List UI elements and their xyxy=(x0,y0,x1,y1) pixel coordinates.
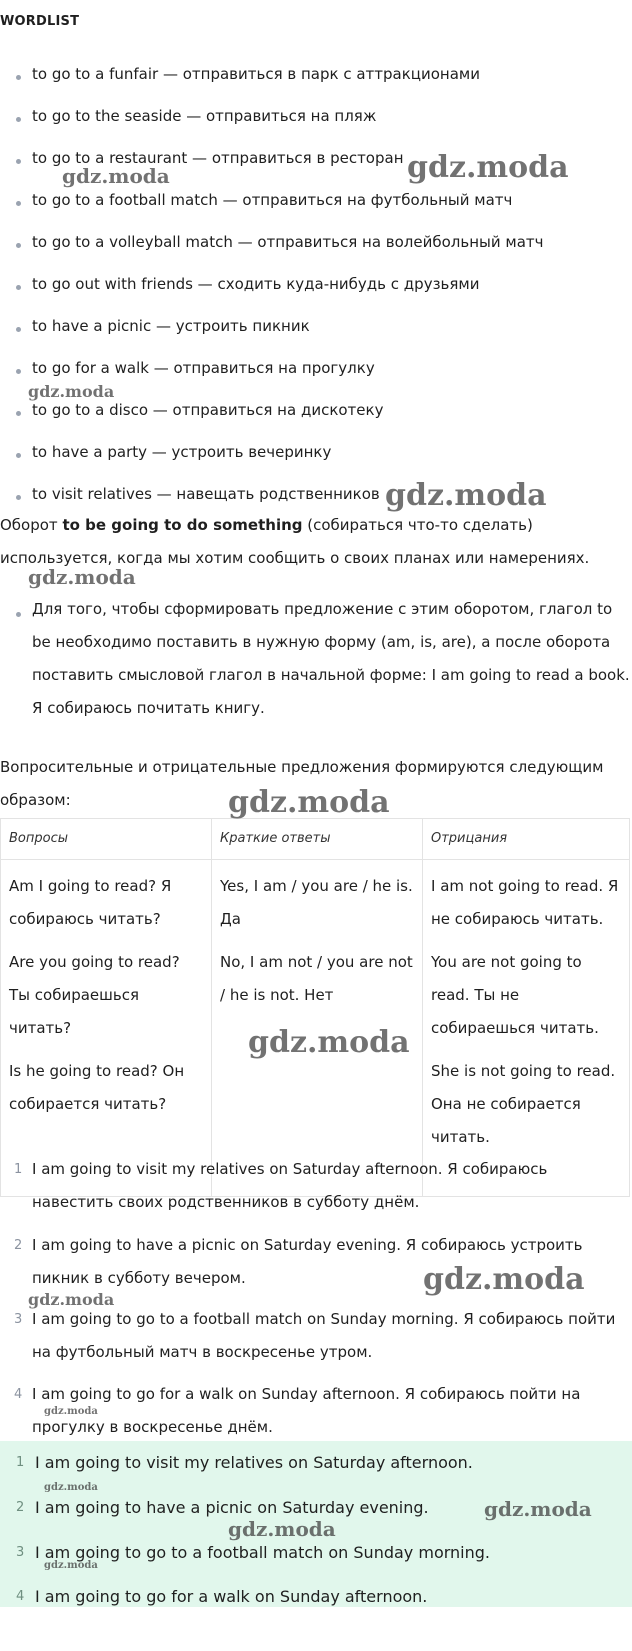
wordlist-title: WORDLIST xyxy=(0,14,80,29)
table-header-negations: Отрицания xyxy=(423,819,630,860)
wordlist-item: to go out with friends — сходить куда-нибудь с друзьями xyxy=(32,275,480,293)
question-text: Am I going to read? Я собираюсь читать? xyxy=(9,877,172,928)
negation-text: You are not going to read. Ты не собираешься читать. xyxy=(431,953,599,1037)
bullet xyxy=(16,285,21,290)
answer-text: Yes, I am / you are / he is. Да xyxy=(220,877,413,928)
answer-text: I am going to go to a football match on Sunday morning. xyxy=(35,1543,490,1562)
wordlist-item: to go to the seaside — отправиться на пляж xyxy=(32,107,377,125)
watermark: gdz.moda xyxy=(228,1517,336,1541)
bullet xyxy=(16,453,21,458)
bullet xyxy=(16,75,21,80)
translation-text: I am going to visit my relatives on Saturday afternoon. Я собираюсь навестить своих родственников в субботу днём. xyxy=(32,1160,548,1211)
bullet xyxy=(16,201,21,206)
item-number: 1 xyxy=(14,1162,23,1177)
table-cell-questions xyxy=(1,860,212,1197)
answer-text: No, I am not / you are not / he is not. Нет xyxy=(220,953,413,1004)
intro-prefix: Оборот xyxy=(0,516,63,534)
answer-number: 2 xyxy=(16,1500,25,1515)
wordlist-item: to have a party — устроить вечеринку xyxy=(32,443,332,461)
wordlist-item: to go to a disco — отправиться на дискотеку xyxy=(32,401,384,419)
answer-number: 3 xyxy=(16,1545,25,1560)
bullet xyxy=(16,369,21,374)
table-header-row xyxy=(1,819,630,860)
watermark: gdz.moda xyxy=(423,1262,585,1297)
watermark: gdz.moda xyxy=(28,382,115,401)
watermark: gdz.moda xyxy=(228,785,390,820)
table-cell-negations xyxy=(423,860,630,1197)
watermark: gdz.moda xyxy=(62,164,170,188)
bullet xyxy=(16,159,21,164)
answer-text: I am going to go for a walk on Sunday afternoon. xyxy=(35,1587,428,1606)
wordlist-item: to have a picnic — устроить пикник xyxy=(32,317,310,335)
bullet xyxy=(16,495,21,500)
watermark: gdz.moda xyxy=(44,1560,98,1571)
grammar-rule: Для того, чтобы сформировать предложение с этим оборотом, глагол to be необходимо поставить в нужную форму (am, is, are), а после оборота поставить смысловой глагол в начальной форме: I am going to read a book. Я собираюсь почитать книгу. xyxy=(32,600,630,717)
grammar-table xyxy=(0,818,630,1197)
translation-text: I am going to have a picnic on Saturday evening. Я собираюсь устроить пикник в субботу вечером. xyxy=(32,1236,583,1287)
bullet xyxy=(16,411,21,416)
table-header-answers: Краткие ответы xyxy=(212,819,423,860)
answer-number: 4 xyxy=(16,1589,25,1604)
watermark: gdz.moda xyxy=(44,1406,98,1417)
question-text: Are you going to read? Ты собираешься читать? xyxy=(9,953,180,1037)
wordlist-item: to go for a walk — отправиться на прогулку xyxy=(32,359,375,377)
translation-text: I am going to go for a walk on Sunday afternoon. Я собираюсь пойти на прогулку в воскресенье днём. xyxy=(32,1385,581,1436)
wordlist-item: to go to a restaurant — отправиться в ресторан xyxy=(32,149,404,167)
watermark: gdz.moda xyxy=(28,1290,115,1309)
questions-intro: Вопросительные и отрицательные предложения формируются следующим образом: xyxy=(0,758,604,809)
watermark: gdz.moda xyxy=(407,150,569,185)
bullet xyxy=(16,117,21,122)
wordlist-item: to go to a football match — отправиться на футбольный матч xyxy=(32,191,513,209)
negation-text: I am not going to read. Я не собираюсь читать. xyxy=(431,877,619,928)
question-text: Is he going to read? Он собирается читать? xyxy=(9,1062,185,1113)
watermark: gdz.moda xyxy=(248,1025,410,1060)
watermark: gdz.moda xyxy=(28,565,136,589)
watermark: gdz.moda xyxy=(44,1482,98,1493)
wordlist-item: to go to a funfair — отправиться в парк с аттракционами xyxy=(32,65,480,83)
intro-suffix: (собираться что-то сделать) используется, когда мы хотим сообщить о своих планах или намерениях. xyxy=(0,516,590,567)
table-header-questions: Вопросы xyxy=(1,819,212,860)
translation-text: I am going to go to a football match on Sunday morning. Я собираюсь пойти на футбольный матч в воскресенье утром. xyxy=(32,1310,616,1361)
wordlist-item: to visit relatives — навещать родственников xyxy=(32,485,380,503)
watermark: gdz.moda xyxy=(385,478,547,513)
watermark: gdz.moda xyxy=(484,1497,592,1521)
negation-text: She is not going to read. Она не собирается читать. xyxy=(431,1062,616,1146)
item-number: 2 xyxy=(14,1238,23,1253)
bullet xyxy=(16,327,21,332)
answer-number: 1 xyxy=(16,1455,25,1470)
answer-text: I am going to have a picnic on Saturday evening. xyxy=(35,1498,429,1517)
bullet xyxy=(16,243,21,248)
item-number: 4 xyxy=(14,1387,23,1402)
answer-text: I am going to visit my relatives on Saturday afternoon. xyxy=(35,1453,473,1472)
intro-bold-phrase: to be going to do something xyxy=(62,516,303,534)
wordlist-item: to go to a volleyball match — отправиться на волейбольный матч xyxy=(32,233,544,251)
item-number: 3 xyxy=(14,1312,23,1327)
bullet xyxy=(16,612,21,617)
